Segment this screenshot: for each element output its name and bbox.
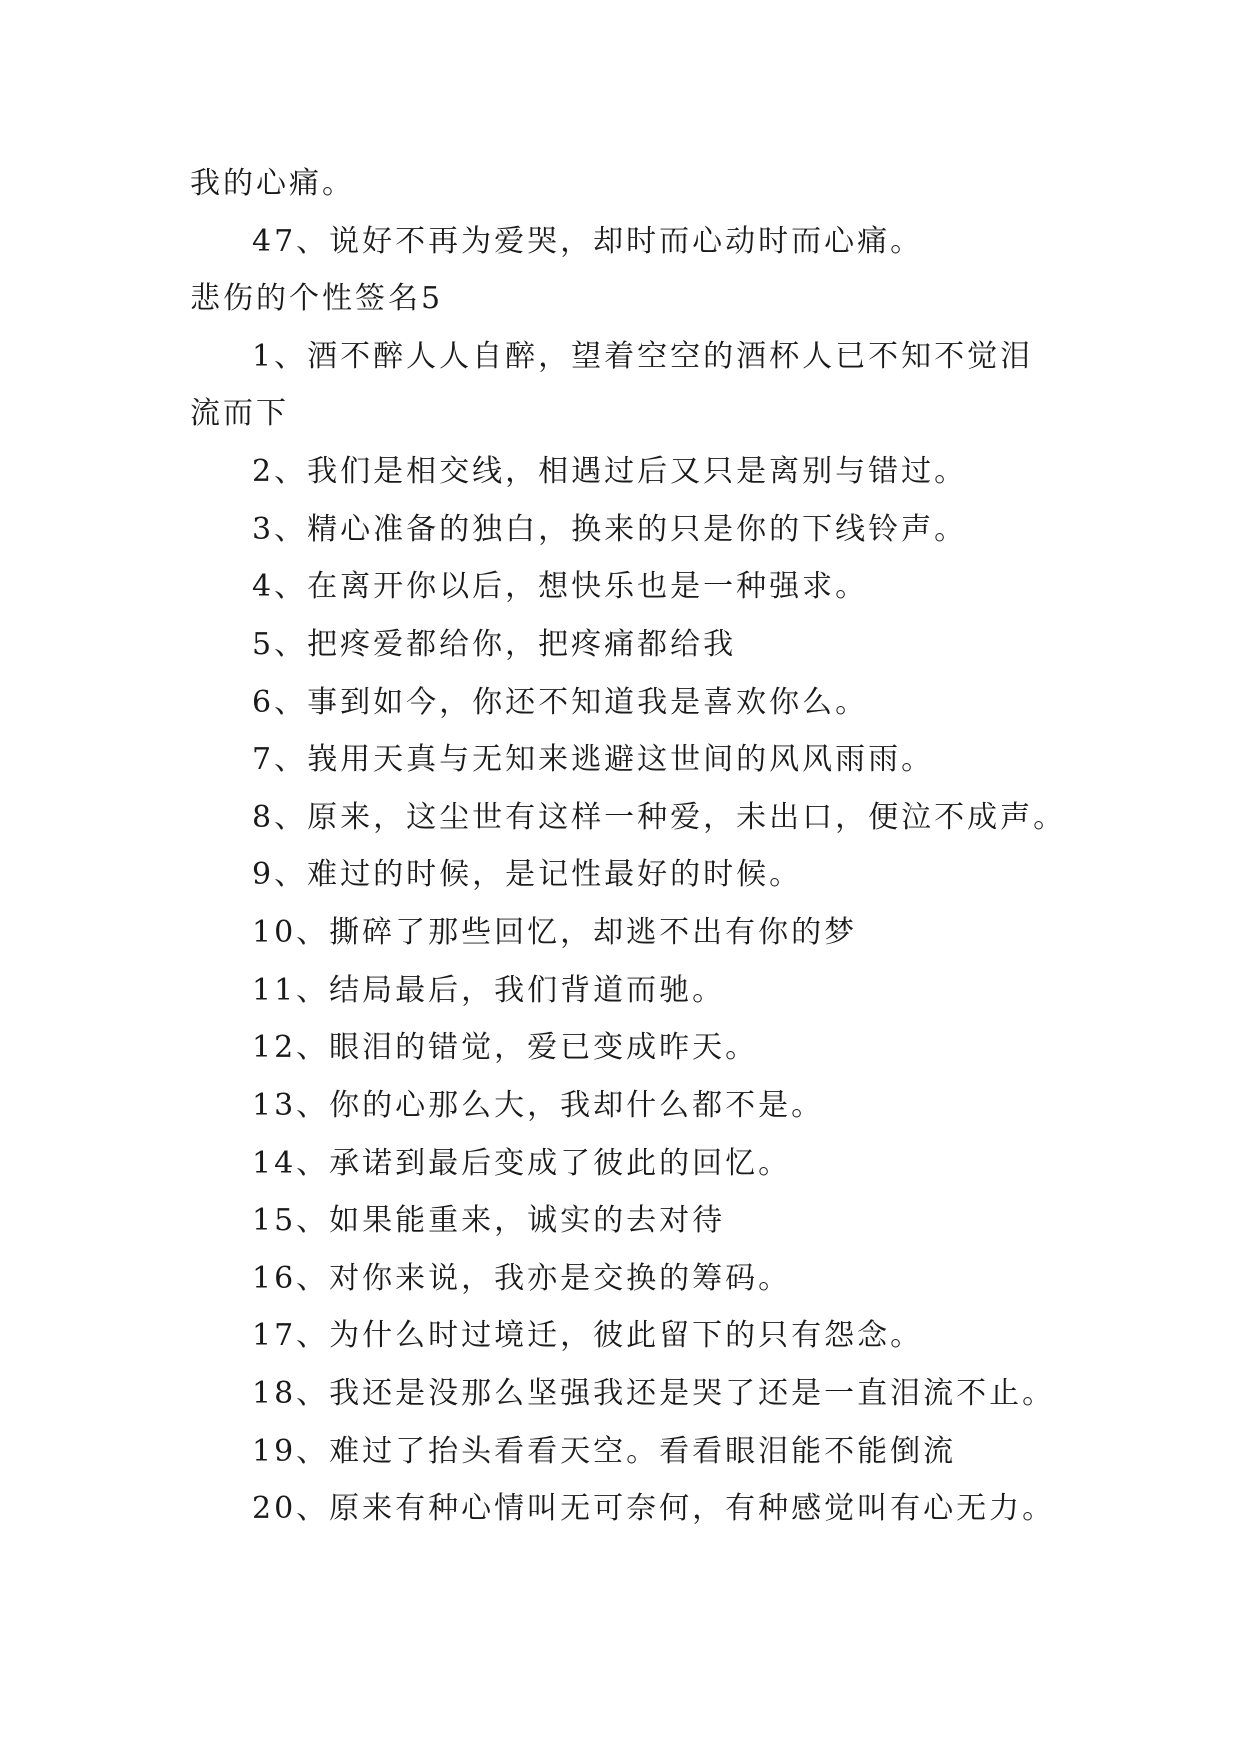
list-item: 13、你的心那么大，我却什么都不是。: [252, 1088, 825, 1123]
list-item: 4、在离开你以后，想快乐也是一种强求。: [252, 569, 869, 604]
list-item: 12、眼泪的错觉，爱已变成昨天。: [252, 1030, 759, 1065]
list-item: 8、原来，这尘世有这样一种爱，未出口，便泣不成声。: [252, 800, 1067, 835]
list-item: 9、难过的时候，是记性最好的时候。: [252, 857, 803, 892]
paragraph-continuation: 流而下: [190, 396, 289, 431]
list-item: 17、为什么时过境迁，彼此留下的只有怨念。: [252, 1318, 924, 1353]
list-item: 7、峩用天真与无知来逃避这世间的风风雨雨。: [252, 742, 935, 777]
list-item: 47、说好不再为爱哭，却时而心动时而心痛。: [252, 224, 924, 259]
list-item: 20、原来有种心情叫无可奈何，有种感觉叫有心无力。: [252, 1491, 1056, 1526]
list-item: 18、我还是没那么坚强我还是哭了还是一直泪流不止。: [252, 1376, 1056, 1411]
list-item: 10、撕碎了那些回忆，却逃不出有你的梦: [252, 915, 858, 950]
list-item: 14、承诺到最后变成了彼此的回忆。: [252, 1146, 792, 1181]
list-item: 6、事到如今，你还不知道我是喜欢你么。: [252, 685, 869, 720]
list-item: 16、对你来说，我亦是交换的筹码。: [252, 1261, 792, 1296]
list-item: 2、我们是相交线，相遇过后又只是离别与错过。: [252, 454, 968, 489]
list-item: 3、精心准备的独白，换来的只是你的下线铃声。: [252, 512, 968, 547]
paragraph-continuation: 我的心痛。: [190, 166, 355, 201]
list-item: 1、酒不醉人人自醉，望着空空的酒杯人已不知不觉泪: [252, 339, 1034, 374]
section-heading: 悲伤的个性签名5: [190, 281, 444, 316]
list-item: 5、把疼爱都给你，把疼痛都给我: [252, 627, 737, 662]
list-item: 11、结局最后，我们背道而驰。: [252, 973, 726, 1008]
list-item: 19、难过了抬头看看天空。看看眼泪能不能倒流: [252, 1434, 957, 1469]
list-item: 15、如果能重来，诚实的去对待: [252, 1203, 726, 1238]
